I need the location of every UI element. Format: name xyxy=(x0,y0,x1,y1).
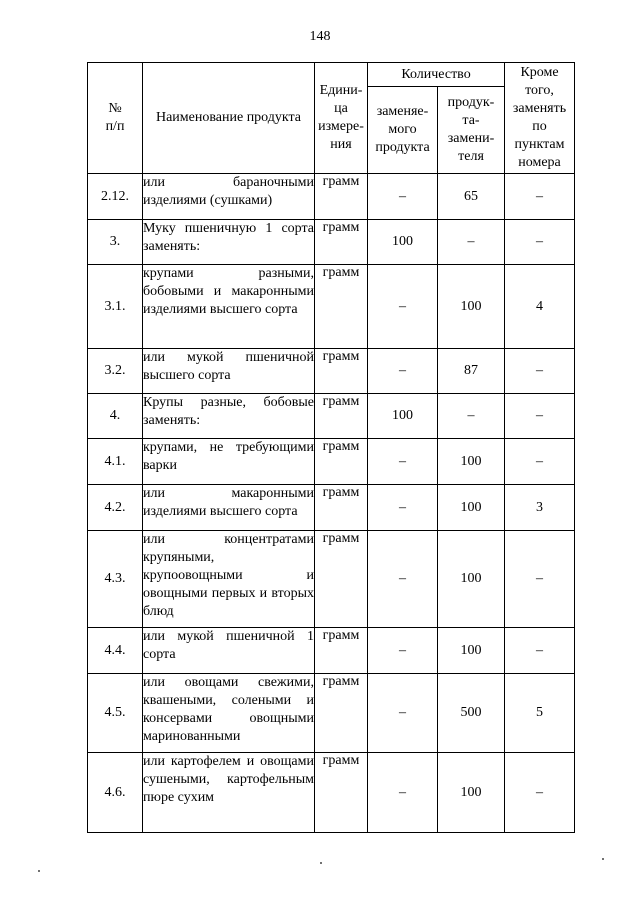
scan-speck xyxy=(38,870,40,872)
row-number: 3.2. xyxy=(88,349,143,394)
table-row xyxy=(88,531,575,628)
replacement-quantity: 500 xyxy=(438,674,505,753)
replaced-quantity: 100 xyxy=(368,394,438,439)
extra-replacement-items: – xyxy=(505,753,575,833)
product-name: или концентратами крупяными, крупоовощными и овощными первых и вторых блюд xyxy=(143,531,315,628)
product-name: или макаронными изделиями высшего сорта xyxy=(143,485,315,531)
table-row xyxy=(88,674,575,753)
unit-of-measure: грамм xyxy=(315,628,368,674)
extra-replacement-items: – xyxy=(505,349,575,394)
page-number: 148 xyxy=(309,29,331,44)
row-number: 4.4. xyxy=(88,628,143,674)
extra-replacement-items: 4 xyxy=(505,265,575,349)
replacement-quantity: 87 xyxy=(438,349,505,394)
table-row xyxy=(88,628,575,674)
unit-of-measure: грамм xyxy=(315,174,368,220)
unit-of-measure: грамм xyxy=(315,220,368,265)
table-row xyxy=(88,394,575,439)
replacement-quantity: 100 xyxy=(438,485,505,531)
extra-replacement-items: – xyxy=(505,439,575,485)
extra-replacement-items: 5 xyxy=(505,674,575,753)
header-replacement-product: продук- та- замени- теля xyxy=(438,87,505,174)
product-name: или мукой пшеничной 1 сорта xyxy=(143,628,315,674)
replacement-quantity: 100 xyxy=(438,439,505,485)
replacement-quantity: 65 xyxy=(438,174,505,220)
replaced-quantity: – xyxy=(368,485,438,531)
replaced-quantity: 100 xyxy=(368,220,438,265)
replaced-quantity: – xyxy=(368,628,438,674)
row-number: 3.1. xyxy=(88,265,143,349)
product-name: крупами, не требующими варки xyxy=(143,439,315,485)
replacement-quantity: 100 xyxy=(438,628,505,674)
unit-of-measure: грамм xyxy=(315,394,368,439)
unit-of-measure: грамм xyxy=(315,265,368,349)
row-number: 4. xyxy=(88,394,143,439)
header-replaced-product: заменяе- мого продукта xyxy=(368,87,438,174)
row-number: 2.12. xyxy=(88,174,143,220)
replaced-quantity: – xyxy=(368,674,438,753)
replaced-quantity: – xyxy=(368,753,438,833)
replaced-quantity: – xyxy=(368,265,438,349)
replacement-quantity: 100 xyxy=(438,265,505,349)
row-number: 4.3. xyxy=(88,531,143,628)
extra-replacement-items: – xyxy=(505,220,575,265)
row-number: 4.6. xyxy=(88,753,143,833)
header-unit: Едини- ца измере- ния xyxy=(315,63,368,174)
replaced-quantity: – xyxy=(368,174,438,220)
table-row xyxy=(88,485,575,531)
unit-of-measure: грамм xyxy=(315,531,368,628)
product-name: Крупы разные, бобовые заменять: xyxy=(143,394,315,439)
table-row xyxy=(88,174,575,220)
product-name: или мукой пшеничной высшего сорта xyxy=(143,349,315,394)
unit-of-measure: грамм xyxy=(315,349,368,394)
table-row xyxy=(88,753,575,833)
header-product-name: Наименование продукта xyxy=(143,63,315,174)
replaced-quantity: – xyxy=(368,531,438,628)
product-name: крупами разными, бобовыми и макаронными изделиями высшего сорта xyxy=(143,265,315,349)
extra-replacement-items: – xyxy=(505,628,575,674)
row-number: 3. xyxy=(88,220,143,265)
scan-speck xyxy=(602,858,604,860)
table-row xyxy=(88,265,575,349)
replaced-quantity: – xyxy=(368,349,438,394)
product-name: или овощами свежими, квашеными, солеными и консервами овощными маринованными xyxy=(143,674,315,753)
product-name: или бараночными изделиями (сушками) xyxy=(143,174,315,220)
table-row xyxy=(88,349,575,394)
product-name: Муку пшеничную 1 сорта заменять: xyxy=(143,220,315,265)
replacement-quantity: 100 xyxy=(438,753,505,833)
row-number: 4.2. xyxy=(88,485,143,531)
header-number: № п/п xyxy=(88,63,143,174)
unit-of-measure: грамм xyxy=(315,674,368,753)
replacement-quantity: 100 xyxy=(438,531,505,628)
extra-replacement-items: 3 xyxy=(505,485,575,531)
header-quantity: Количество xyxy=(368,63,505,87)
table-row xyxy=(88,439,575,485)
unit-of-measure: грамм xyxy=(315,485,368,531)
replaced-quantity: – xyxy=(368,439,438,485)
replacement-quantity: – xyxy=(438,394,505,439)
unit-of-measure: грамм xyxy=(315,753,368,833)
extra-replacement-items: – xyxy=(505,531,575,628)
product-name: или картофелем и овощами сушеными, картофельным пюре сухим xyxy=(143,753,315,833)
product-replacement-table xyxy=(87,62,575,833)
extra-replacement-items: – xyxy=(505,174,575,220)
table-row xyxy=(88,220,575,265)
row-number: 4.1. xyxy=(88,439,143,485)
extra-replacement-items: – xyxy=(505,394,575,439)
replacement-quantity: – xyxy=(438,220,505,265)
unit-of-measure: грамм xyxy=(315,439,368,485)
row-number: 4.5. xyxy=(88,674,143,753)
header-extra: Кроме того, заменять по пунктам номера xyxy=(505,63,575,174)
scan-speck xyxy=(320,862,322,864)
